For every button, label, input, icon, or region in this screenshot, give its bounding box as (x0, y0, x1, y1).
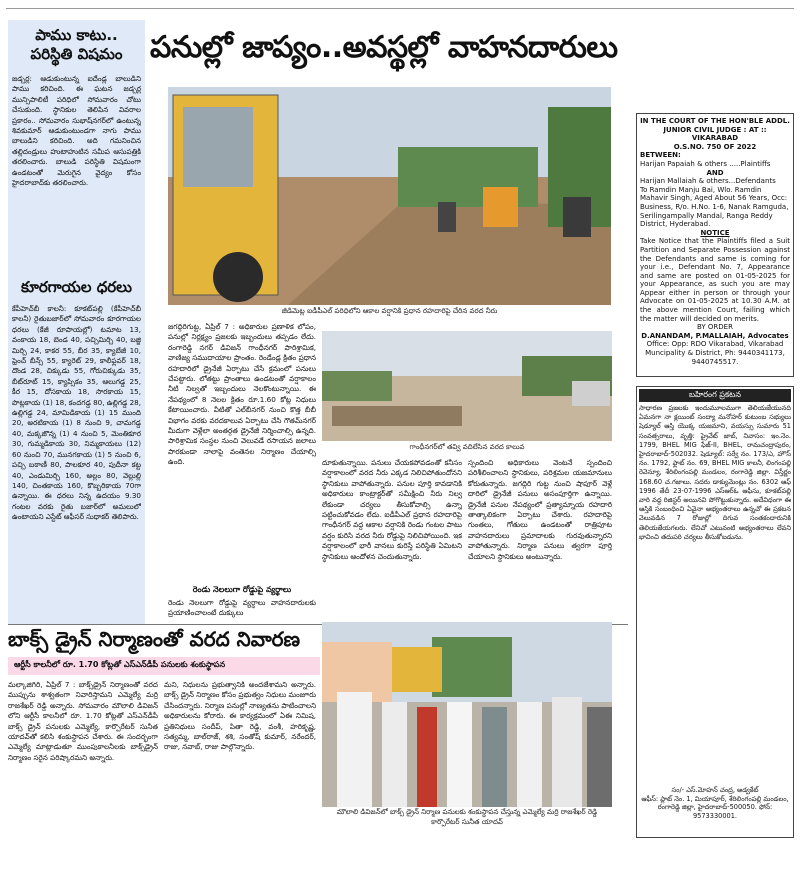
notice-title: NOTICE (700, 228, 730, 237)
snake-bite-title: పాము కాటు.. పరిస్థితి విషమం (30, 26, 123, 63)
and-label: AND (706, 168, 724, 177)
signatory: D.ANANDAM, P.MALLAIAH, Advocates (641, 331, 789, 340)
notice-body: Take Notice that the Plaintiffs filed a Suit Partition and Separate Possession against the Defendants and same is coming for your i.e., Defendant No. 7, Appearance and same are posted on 01-05-2025 for your Appearance, as such you are may Appear either in person or through your Advocate on 01-05-2025 at 10.30 A.M. at the above mention Court, failing which the matter will decided on merits. (640, 237, 790, 323)
main-story-col2: దూకుతున్నాయి. పనులు చేయకపోవడంతో కనీసం వర్షాకాలంలో వరద నీరు ఎక్కడ నిలిచిపోతుందోనని స్థానికులు వాపోతున్నారు. పనుల పూర్తి కావడానికి అధికారులు కాంట్రాక్టర్‌తో సమీక్షించి నీరు నిల్వ లేకుండా చర్యలు తీసుకోవాల్సి ఉన్నా పట్టించుకోవడం లేదు. ఐడీపీఎల్ ప్రధాన రహదారిపై గాంధీనగర్ వద్ద ఆకాల వర్షానికి రెండు గంటల పాటు వర్షం కురిసి వరద నీరు రోడ్డుపై నిలిచిపోయింది. ఇక వర్షాకాలంలో భారీ వానలు కురిస్తే పరిస్థితి ఏమిటని స్థానికులు ఆందోళన చెందుతున్నారు. (322, 458, 462, 561)
vegetable-prices-title: కూరగాయల ధరలు (20, 278, 133, 296)
main-story-subhead: రెండు నెలలుగా రోడ్డుపై వ్యర్థాలు (192, 585, 292, 594)
main-story-col1-cont: రెండు నెలలుగా రోడ్డుపై వ్యర్థాలు వాహనదారులకు ప్రయాణించాలంటే దుక్కులు (168, 598, 316, 618)
photo3-caption: మౌలాలి డివిజన్‌లో బాక్స్ డ్రైన్ నిర్మాణ పనులకు శంకుస్థాపన చేస్తున్న ఎమ్మెల్యే మర్రి రాజశేఖర్ రెడ్డి కార్పొరేటర్ సునీత యాదవ్ (336, 808, 598, 826)
main-story-col1: జగద్గిరిగుట్ట, ఏప్రిల్ 7 : అధికారుల ప్రణాళిక లోపం, పనుల్లో నిర్లక్ష్యం ప్రజలకు ఇబ్బందులు తప్పడం లేదు. రంగారెడ్డి నగర్ డివిజన్ గాంధీనగర్ పారిశ్రామిక, వాణిజ్య సముదాయాల ప్రాంతం. రెండేండ్ల క్రితం ప్రధాన రహదారిలో డ్రైనేజీ ఏర్పాటు చేసే క్రమంలో పనులు చేపట్టారు. లోతట్టు ప్రాంతాలు ఉండటంతో వర్షాకాలం నీటి నిల్వతో ఇబ్బందులు నెలకొంటున్నాయి. ఈ నేపథ్యంలో 8 నెలల క్రితం రూ.1.60 కోట్ల నిధులు కేటాయించారు. వీటితో ఎల్‌బీనగర్ నుంచి కొత్త బీబీ విభాగం వరకు వరదకాలువ ఏర్పాటు చేసి గౌతమ్‌నగర్ మీదుగా వెళ్లేలా అంతర్గత డ్రైనేజీ నిర్మించాల్సి ఉన్నది. పారిశ్రామిక సంస్థల నుంచి వెలువడే రసాయన జలాలు పారకుండా నాలాపై వంతెనల నిర్మాణం చేయాల్సి ఉంది. (168, 322, 316, 467)
left-column (8, 20, 145, 625)
flooded-road-illustration (168, 87, 611, 305)
advocate-office: Office: Opp: RDO Vikarabad, Vikarabad Muncipality & District, Ph: 9440341173, 9440745517. (645, 340, 785, 366)
flooded-road-photo (168, 87, 611, 305)
main-headline: పనుల్లో జాప్యం..అవస్థల్లో వాహనదారులు (150, 30, 618, 65)
public-notice-signature: సం/- ఎస్.మోహన్ చంద్ర, అడ్వకేట్ (671, 786, 759, 794)
drain-canal-photo (322, 331, 612, 441)
main-story-col3: స్పందించి అధికారులు వెంటనే స్పందించి పరిశీలించాలని స్థానికులు, పరిశ్రమల యజమానులు కోరుతున్నారు. జగద్గిరి గుట్ట నుంచి షాపూర్ వెళ్లే దారిలో డ్రైనేజీ పనులు అసంపూర్తిగా ఉన్నాయి. డ్రైనేజీ పనుల నేపథ్యంలో ప్రత్యామ్నాయ రహదారి తాత్కాలికంగా ఏర్పాటు చేశారు. రహదారిపై గుంతలు, గోతులు ఉండటంతో రాత్రిపూట వాహనదారులు ప్రమాదాలకు గురవుతున్నారని వాపోతున్నారు. నిర్మాణ పనులు త్వరగా పూర్తి చేయాలని స్థానికులు అంటున్నారు. (468, 458, 612, 561)
bottom-story-col2: మని, నిధులను ప్రభుత్వానికి అందజేశామని అన్నారు. బాక్స్ డ్రైన్ నిర్మాణం కోసం ప్రభుత్వం నిధులు మంజూరు చేసిందన్నారు. నిర్మాణ పనుల్లో నాణ్యతను పాటించాలని అధికారులను కోరారు. ఈ కార్యక్రమంలో ఏఈ నిమిష, ప్రతినిధులు సందీప్, పితా రెడ్డి, వంశీ, హరికృష్ణ, సత్యమ్మ, బాల్‌రాజ్, శశి, సంతోష్ కుమార్, నరేందర్, రాజు, నవాబ్, రాజు పాల్గొన్నారు. (164, 680, 316, 752)
between-label: BETWEEN: (640, 151, 681, 160)
court-notice-ad (636, 113, 794, 377)
addressee: To Ramdin Manju Bai, Wlo. Ramdin Mahavir Singh, Aged About 56 Years, Occ: Business, R/o. H.No. 1-6, Nanak Ramguda, Serilingampally Mandal, Ranga Reddy District, Hyderabad. (640, 185, 789, 229)
bottom-subhead: ఆర్టీసీ కాలనీలో రూ. 1.70 కోట్లతో ఎస్‌ఎన్‌డీపీ పనులకు శంకుస్థాపన (8, 657, 320, 675)
vegetable-prices-body: కేపీహెచ్‌బీ కాలనీ: కూకట్‌పల్లి (కేపీహెచ్‌బీ కాలనీ) రైతుబజార్‌లో సోమవారం కూరగాయల ధరలు (కేజీ రూపాయల్లో) టమాట 13, వంకాయ 18, బెండ 40, పచ్చిమిర్చి 40, బజ్జి మిర్చి 24, కాకర 55, బీర 35, క్యాబేజీ 10, ఫ్రెంచ్ బీన్స్ 55, క్యారెట్ 29, కాలీఫ్లవర్ 18, దొండ 28, చిక్కుడు 55, గోరుచిక్కుడు 35, బీట్‌రూట్ 15, క్యాప్సికం 35, ఆలుగడ్డ 25, కీర 15, దోసకాయ 18, సొరకాయ 15, పొట్లకాయ (1) 18, కందగడ్డ 80, ఉల్లిగడ్డ 28, ఉల్లిగడ్డ 24, మామిడికాయ (1) 15 ముంది 20, అరటికాయ (1) 8 నుంచి 9, చామగడ్డ 40, మక్కజొన్న (1) 4 నుంచి 5, మెంతికూర 30, గుమ్మడికాయ 30, నిమ్మకాయలు (12) 60 నుంచి 70, మునగకాయ (1) 5 నుంచి 6, పచ్చి బఠాణీ 80, పాలకూర 40, పుదీనా కట్ట 40, ఎండుమిర్చి 160, అల్లం 80, వెల్లుల్లి 140, చింతకాయ 160, కొబ్బరికాయ 70గా ఉన్నాయి. ఈ ధరలు నిన్న ఉదయం 9.30 గంటల వరకు రైతు బజార్‌లో అమలులో ఉంటాయని ఎస్టేట్ ఆఫీసర్ సుధాకర్ తెలిపారు. (12, 304, 141, 522)
drain-canal-illustration (322, 331, 612, 441)
photo1-caption: జీడిమెట్ల ఐడీపీఎల్ పరిధిలోని ఆకాల వర్షానికి ప్రధాన రహదారిపై చేరిన వరద నీరు (281, 307, 498, 315)
ceremony-illustration (322, 622, 612, 807)
case-number: O.S.NO. 750 OF 2022 (673, 142, 757, 151)
snake-bite-body: జడ్చర్ల: ఆడుకుంటున్న ఐదేండ్ల బాలుడిని పాము కరిచింది. ఈ ఘటన జడ్చర్ల మున్సిపాలిటీ పరిధిలో సోమవారం చోటు చేసుకుంది. స్థానికుల తెలిపిన వివరాల ప్రకారం.. సోమవారం సుభాష్‌నగర్‌లో ఉంటున్న శివకుమార్ ఆడుకుంటుండగా నాగు పాము బాలుడిని కరిచింది. అది గమనించిన తల్లిదండ్రులు హుటాహుటిన సమీప ఆసుపత్రికి తరలించారు. బాలుడి పరిస్థితి విషమంగా ఉండటంతో మెరుగైన వైద్యం కోసం హైదరాబాద్‌కు తరలించారు. (12, 74, 141, 188)
court-name: IN THE COURT OF THE HON'BLE ADDL. JUNIOR CIVIL JUDGE : AT :: VIKARABAD (640, 117, 790, 143)
public-notice-address: ఆఫీస్: ప్లాట్ నెం. 1, మియాపూర్, శేరిలింగంపల్లి మండలం, రంగారెడ్డి జిల్లా, హైదరాబాద్-500050. ఫోన్: 9573330001. (641, 794, 789, 820)
bottom-story-col1: మల్కాజిగిరి, ఏప్రిల్ 7 : బాక్స్‌డ్రైన్ నిర్మాణంతో వరద ముప్పును శాశ్వతంగా నివారిస్తామని ఎమ్మెల్యే మర్రి రాజశేఖర్ రెడ్డి అన్నారు. సోమవారం మౌలాలి డివిజన్ లోని ఆర్టీసీ కాలనీలో రూ. 1.70 కోట్లతో ఎస్‌ఎన్‌డీపీ బాక్స్ డ్రైన్ పనులకు ఎమ్మెల్యే, కార్పొరేటర్ సునీత యాదవ్‌తో కలిసి శంకుస్థాపన చేశారు. ఈ సందర్భంగా ఎమ్మెల్యే మాట్లాడుతూ ముంపుకాలనీలకు బాక్స్‌డ్రైన్ నిర్మాణం సరైన పరిష్కారమని అన్నారు. (8, 680, 158, 762)
public-notice-title: బహిరంగ ప్రకటన (639, 389, 791, 402)
bottom-headline: బాక్స్ డ్రైన్ నిర్మాణంతో వరద నివారణ (8, 627, 301, 651)
plaintiffs: Harijan Papaiah & others .....Plaintiffs (640, 159, 771, 168)
public-notice-ad (636, 386, 794, 838)
by-order: BY ORDER (697, 323, 733, 332)
defendants: Harijan Mallaiah & others...Defendants (640, 177, 776, 186)
top-rule (6, 8, 794, 9)
public-notice-body: సాధారణ ప్రజలకు ఇందుమూలముగా తెలియజేయునది ఏమనగా నా క్లయింట్ సంద్యా మనోహర్ కుటుంబ సభ్యులు షెడ్యూల్ ఆస్తి యొక్క యజమాని, వయస్సు సుమారు 51 సంవత్సరాలు, వృత్తి: ప్రైవేట్ జాబ్, నివాసం: ఇం.నెం. 1799, BHEL MIG ఫేజ్-II, BHEL, రామచంద్రాపురం, హైదరాబాద్-502032. షెడ్యూల్: సర్వే నం. 173/ఎ, హౌస్ నం. 1792, ఫ్లాట్ నం. 69, BHEL MIG కాలనీ, లింగంపల్లి రెవెన్యూ, శేరిలింగంపల్లి మండలం, రంగారెడ్డి జిల్లా. విస్తీర్ణం 168.60 చ.గజాలు. సదరు డాక్యుమెంట్లు నం. 6302 ఆఫ్ 1996 తేదీ 23-07-1996 ఎస్‌ఆర్‌ఓ ఆఫీసు, కూకట్‌పల్లి వారి వద్ద రిజిస్టర్ అయినవి పోగొట్టుకున్నారు. అదేవిధంగా ఈ ఆస్తికి సంబంధించి ఏవైనా అభ్యంతరాలు ఉన్నచో ఈ ప్రకటన వెలువడిన 7 రోజుల్లో దిగువ సంతకందారునికి తెలియజేయగలరు. లేనిచో ఎటువంటి అభ్యంతరాలు లేవని భావించి తదుపరి చర్యలు తీసుకోబడును. (639, 404, 791, 541)
photo2-caption: గాంధీనగర్‌లో తవ్వి వదిలేసిన వరద కాలువ (409, 443, 525, 451)
foundation-ceremony-photo (322, 622, 612, 807)
